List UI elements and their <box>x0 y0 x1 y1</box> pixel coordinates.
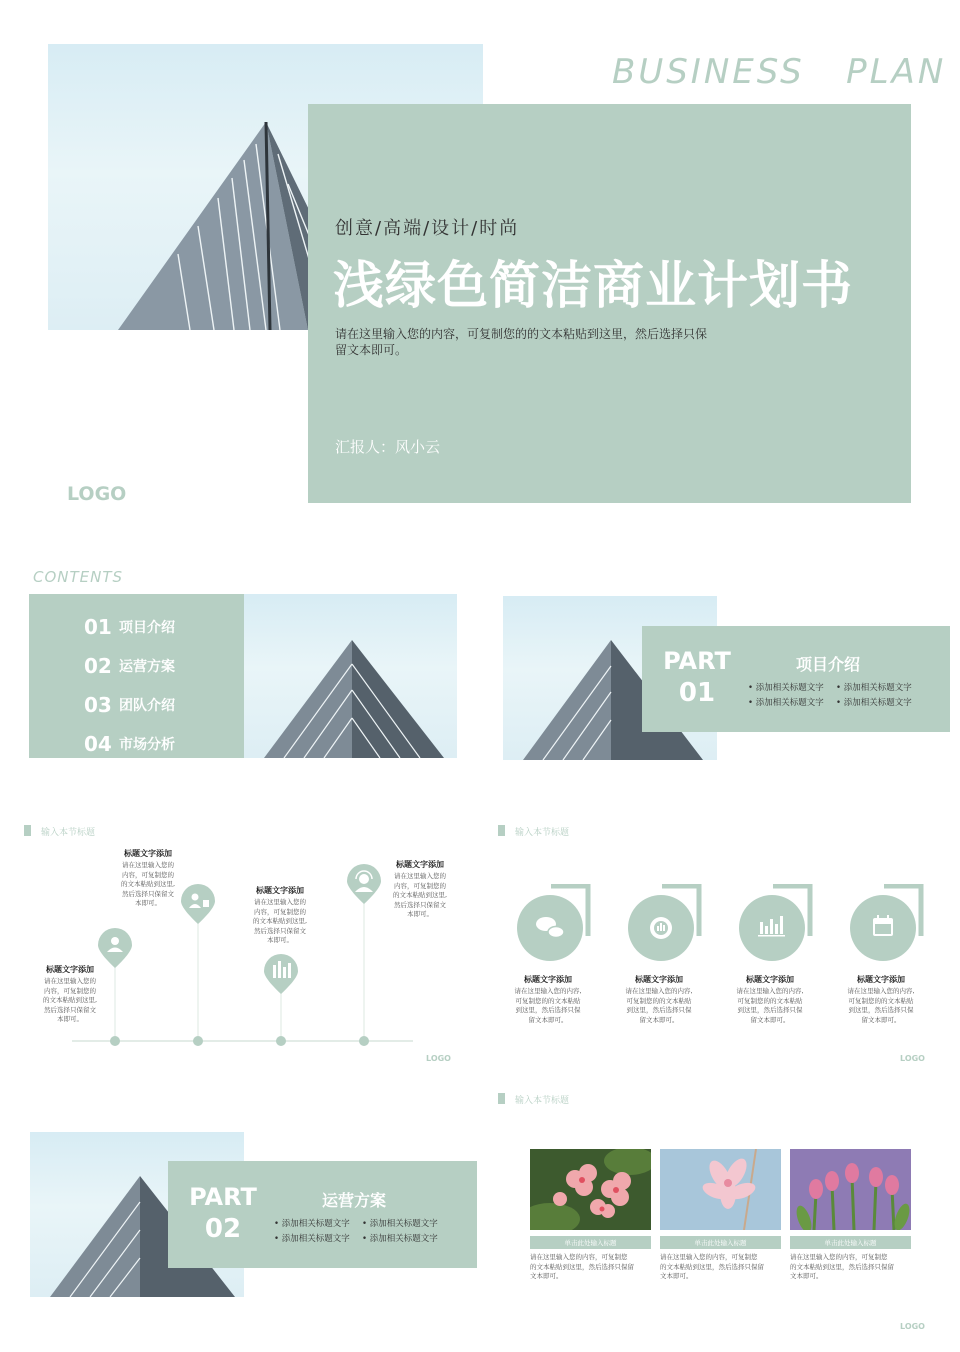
feature-item-text: 可复制您的的文本粘贴 <box>848 996 914 1005</box>
part1-word: PART <box>663 647 731 675</box>
timeline-item-1 <box>32 964 108 1025</box>
timeline-item-text: 本即可。 <box>135 899 161 907</box>
feature-icons-graphic <box>510 884 950 964</box>
feature-item-text: 请在这里输入您的内容, <box>625 987 693 995</box>
contents-item-label: 项目介绍 <box>119 619 175 636</box>
timeline-item-2 <box>110 848 186 909</box>
section-title: 输入本节标题 <box>41 828 96 838</box>
timeline-item-text: 请在这里输入您的 <box>254 898 306 906</box>
section-marker <box>498 825 505 836</box>
feature-item-2 <box>616 974 702 1025</box>
part1-bullet: • 添加相关标题文字 <box>748 681 836 693</box>
calendar-icon <box>873 915 893 936</box>
gear-chart-icon <box>650 917 672 939</box>
part1-heading: 项目介绍 <box>796 655 861 674</box>
timeline-item-text: 然后选择只保留文 <box>122 889 174 898</box>
contents-item-number: 04 <box>84 731 112 756</box>
feature-item-text: 到这里，然后选择只保 <box>848 1006 914 1014</box>
feature-item-text: 到这里，然后选择只保 <box>737 1006 803 1014</box>
feature-item-text: 请在这里输入您的内容, <box>736 987 804 995</box>
timeline-item-text: 本即可。 <box>407 910 433 918</box>
feature-item-text: 留文本即可。 <box>528 1015 568 1024</box>
flower-card-text: 的文本粘贴到这里，然后选择只保留 <box>790 1262 894 1271</box>
section-marker <box>498 1093 505 1104</box>
timeline-item-title: 标题文字添加 <box>124 849 172 858</box>
feature-item-title: 标题文字添加 <box>524 975 572 984</box>
slide5-logo: LOGO <box>900 1054 925 1063</box>
timeline-item-text: 请在这里输入您的 <box>394 872 446 880</box>
timeline-item-text: 然后选择只保留文 <box>254 926 306 935</box>
part2-bullet: • 添加相关标题文字 <box>362 1217 450 1229</box>
feature-item-title: 标题文字添加 <box>635 975 683 984</box>
flower-card-2 <box>660 1149 781 1282</box>
part1-bullet: • 添加相关标题文字 <box>748 696 836 708</box>
section-title: 输入本节标题 <box>515 1096 570 1106</box>
contents-item-number: 01 <box>84 614 112 639</box>
feature-item-4 <box>838 974 924 1025</box>
contents-item-label: 运营方案 <box>119 658 175 675</box>
timeline-item-text: 本即可。 <box>267 936 293 944</box>
slide7-logo: LOGO <box>900 1322 925 1331</box>
timeline-item-text: 然后选择只保留文 <box>44 1005 96 1014</box>
cover-description-line2: 留文本即可。 <box>335 343 408 357</box>
slide4-logo: LOGO <box>426 1054 451 1063</box>
feature-item-text: 到这里，然后选择只保 <box>515 1006 581 1014</box>
timeline-graphic <box>20 850 420 1070</box>
timeline-item-text: 内容，可复制您的 <box>44 986 96 995</box>
contents-item-1[interactable] <box>84 607 175 646</box>
feature-item-text: 可复制您的的文本粘贴 <box>626 996 692 1005</box>
business-plan-heading: BUSINESS PLAN <box>612 52 947 92</box>
timeline-item-text: 内容，可复制您的 <box>122 870 174 879</box>
cover-reporter: 汇报人：风小云 <box>335 438 441 456</box>
flower-card-text: 文本即可。 <box>790 1272 823 1280</box>
part2-number: 02 <box>204 1214 242 1244</box>
contents-item-label: 团队介绍 <box>119 697 175 714</box>
flower-card-caption[interactable]: 单击此处输入标题 <box>530 1236 651 1249</box>
timeline-item-text: 本即可。 <box>57 1015 83 1023</box>
pink-lily-image <box>660 1149 781 1230</box>
flower-card-3 <box>790 1149 911 1282</box>
timeline-item-text: 请在这里输入您的 <box>122 861 174 869</box>
flower-card-text: 请在这里输入您的内容，可复制您 <box>530 1253 628 1261</box>
feature-item-text: 请在这里输入您的内容, <box>514 987 582 995</box>
feature-item-title: 标题文字添加 <box>746 975 794 984</box>
timeline-item-text: 内容，可复制您的 <box>394 881 446 890</box>
timeline-item-text: 的文本粘贴到这里, <box>120 880 176 888</box>
part2-bullet: • 添加相关标题文字 <box>274 1232 362 1244</box>
cover-title: 浅绿色简洁商业计划书 <box>333 257 854 316</box>
pink-plumeria-image <box>530 1149 651 1230</box>
flower-card-caption[interactable]: 单击此处输入标题 <box>790 1236 911 1249</box>
flower-card-text: 的文本粘贴到这里，然后选择只保留 <box>530 1262 634 1271</box>
feature-item-text: 到这里，然后选择只保 <box>626 1006 692 1014</box>
contents-item-4[interactable] <box>84 724 175 763</box>
cover-description-line1: 请在这里输入您的内容，可复制您的的文本粘贴到这里，然后选择只保 <box>335 327 708 341</box>
timeline-item-text: 内容，可复制您的 <box>254 907 306 916</box>
contents-list <box>84 607 175 763</box>
feature-item-title: 标题文字添加 <box>857 975 905 984</box>
flower-card-text: 文本即可。 <box>530 1272 563 1280</box>
part2-bullet: • 添加相关标题文字 <box>274 1217 362 1229</box>
part1-bullets <box>748 681 948 708</box>
timeline-item-text: 的文本粘贴到这里, <box>42 996 98 1004</box>
part1-number: 01 <box>678 678 716 708</box>
timeline-item-text: 的文本粘贴到这里, <box>252 917 308 925</box>
timeline-item-title: 标题文字添加 <box>256 886 304 895</box>
part2-bullet: • 添加相关标题文字 <box>362 1232 450 1244</box>
timeline-item-3 <box>242 885 318 946</box>
flower-card-text: 请在这里输入您的内容，可复制您 <box>790 1253 888 1261</box>
part1-bullet: • 添加相关标题文字 <box>836 681 924 693</box>
contents-item-3[interactable] <box>84 685 175 724</box>
feature-item-text: 留文本即可。 <box>861 1015 901 1024</box>
feature-item-text: 请在这里输入您的内容, <box>847 987 915 995</box>
timeline-item-text: 然后选择只保留文 <box>394 900 446 909</box>
part2-heading: 运营方案 <box>322 1191 387 1210</box>
flower-card-caption[interactable]: 单击此处输入标题 <box>660 1236 781 1249</box>
feature-item-text: 留文本即可。 <box>639 1015 679 1024</box>
flower-card-text: 的文本粘贴到这里，然后选择只保留 <box>660 1262 764 1271</box>
section-title: 输入本节标题 <box>515 828 570 838</box>
contents-label: CONTENTS <box>33 568 124 586</box>
timeline-item-text: 请在这里输入您的 <box>44 977 96 985</box>
pink-tulips-image <box>790 1149 911 1230</box>
feature-shape <box>739 886 810 961</box>
timeline-item-title: 标题文字添加 <box>396 860 444 869</box>
flower-card-text: 文本即可。 <box>660 1272 693 1280</box>
timeline-item-title: 标题文字添加 <box>46 965 94 974</box>
feature-item-3 <box>727 974 813 1025</box>
contents-item-2[interactable] <box>84 646 175 685</box>
feature-item-1 <box>505 974 591 1025</box>
feature-item-text: 可复制您的的文本粘贴 <box>737 996 803 1005</box>
contents-item-number: 03 <box>84 692 112 717</box>
flower-card-text: 请在这里输入您的内容，可复制您 <box>660 1253 758 1261</box>
contents-building-photo <box>244 594 457 758</box>
contents-item-number: 02 <box>84 653 112 678</box>
feature-item-text: 可复制您的的文本粘贴 <box>515 996 581 1005</box>
building-illustration <box>244 594 457 758</box>
contents-item-label: 市场分析 <box>119 736 175 753</box>
part2-bullets <box>274 1217 474 1244</box>
feature-item-text: 留文本即可。 <box>750 1015 790 1024</box>
flower-card-1 <box>530 1149 651 1282</box>
cover-logo: LOGO <box>67 483 127 505</box>
timeline-item-text: 的文本粘贴到这里, <box>392 891 448 899</box>
timeline-item-4 <box>382 859 458 920</box>
cover-tagline: 创意/高端/设计/时尚 <box>335 218 520 239</box>
part2-word: PART <box>189 1183 257 1211</box>
section-marker <box>24 825 31 836</box>
part1-bullet: • 添加相关标题文字 <box>836 696 924 708</box>
